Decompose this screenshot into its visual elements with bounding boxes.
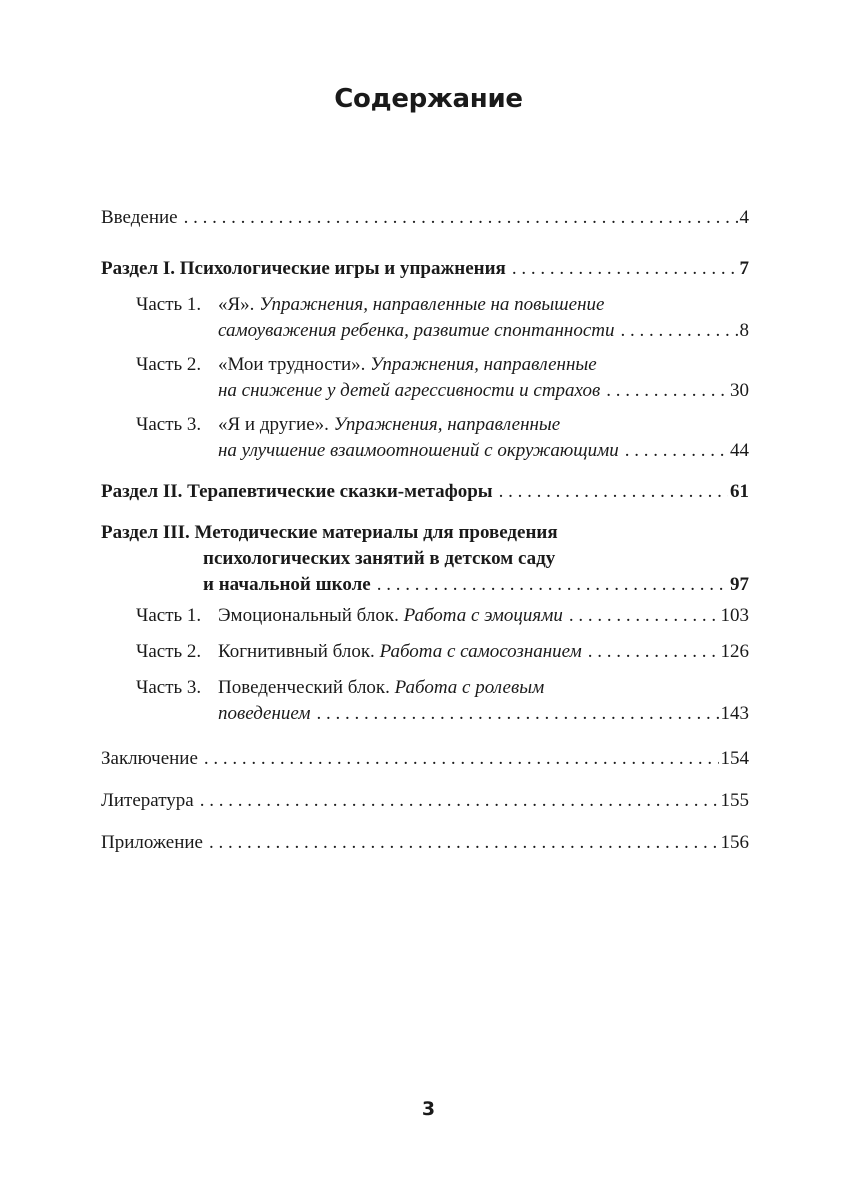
part-description: Упражнения, направленные на повышение	[259, 294, 605, 315]
toc-page-number: 97	[730, 574, 749, 595]
toc-entry-label: Заключение	[101, 748, 198, 769]
dot-leader	[209, 830, 719, 856]
part-description-cont: на снижение у детей агрессивности и страхов	[218, 380, 601, 401]
toc-entry-section-3-part-3[interactable]	[136, 675, 749, 727]
toc-entry-section-1[interactable]	[101, 256, 749, 282]
part-number: Часть 2.	[136, 641, 202, 662]
part-description-cont: поведением	[218, 703, 311, 724]
toc-entry-label: Раздел III. Методические материалы для проведения	[101, 522, 558, 543]
toc-entry-section-3-part-1[interactable]	[136, 603, 749, 629]
toc-page-number: 8	[739, 320, 749, 341]
toc-page-number: 156	[720, 832, 749, 853]
dot-leader	[625, 438, 728, 464]
toc-entry-label: Раздел II. Терапевтические сказки-метафоры	[101, 481, 493, 502]
part-description: Работа с ролевым	[394, 677, 545, 698]
toc-page-number: 103	[720, 605, 749, 626]
toc-entry-section-3-part-2[interactable]	[136, 639, 749, 665]
toc-entry-label-cont: и начальной школе	[203, 574, 371, 595]
toc-entry-section-1-part-2[interactable]	[136, 352, 749, 404]
toc-page-number: 143	[720, 703, 749, 724]
part-lead: «Мои трудности».	[218, 354, 366, 375]
toc-entry-literature[interactable]	[101, 788, 749, 814]
dot-leader	[606, 378, 728, 404]
toc-entry-label: Приложение	[101, 832, 203, 853]
dot-leader	[569, 603, 719, 629]
toc-entry-section-1-part-1[interactable]	[136, 292, 749, 344]
part-lead: «Я и другие».	[218, 414, 329, 435]
toc-entry-conclusion[interactable]	[101, 746, 749, 772]
toc-page-number: 4	[739, 207, 749, 228]
toc-page-number: 126	[720, 641, 749, 662]
dot-leader	[512, 256, 738, 282]
part-description: Упражнения, направленные	[333, 414, 561, 435]
page-title: Содержание	[334, 84, 523, 114]
part-number: Часть 2.	[136, 354, 202, 375]
part-number: Часть 1.	[136, 605, 202, 626]
dot-leader	[499, 479, 728, 505]
part-lead: Поведенческий блок.	[218, 677, 390, 698]
dot-leader	[317, 701, 719, 727]
toc-page-number: 44	[730, 440, 749, 461]
part-description: Упражнения, направленные	[370, 354, 597, 375]
dot-leader	[200, 788, 719, 814]
toc-entry-appendix[interactable]	[101, 830, 749, 856]
part-description-cont: на улучшение взаимоотношений с окружающими	[218, 440, 619, 461]
part-description: Работа с эмоциями	[403, 605, 563, 626]
dot-leader	[588, 639, 719, 665]
toc-entry-label: Раздел I. Психологические игры и упражнения	[101, 258, 506, 279]
dot-leader	[204, 746, 719, 772]
toc-entry-section-3[interactable]	[101, 520, 749, 598]
dot-leader	[621, 318, 738, 344]
part-description-cont: самоуважения ребенка, развитие спонтанности	[218, 320, 615, 341]
toc-entry-intro[interactable]	[101, 205, 749, 231]
toc-entry-label: Введение	[101, 207, 178, 228]
dot-leader	[377, 572, 728, 598]
toc-entry-section-2[interactable]	[101, 479, 749, 505]
page-number: 3	[421, 1098, 436, 1120]
toc-entry-label: Литература	[101, 790, 194, 811]
toc-page-number: 30	[730, 380, 749, 401]
part-number: Часть 1.	[136, 294, 202, 315]
toc-entry-label-cont: психологических занятий в детском саду	[203, 548, 556, 569]
part-number: Часть 3.	[136, 414, 202, 435]
part-lead: Эмоциональный блок.	[218, 605, 399, 626]
part-description: Работа с самосознанием	[379, 641, 582, 662]
dot-leader	[184, 205, 738, 231]
toc-entry-section-1-part-3[interactable]	[136, 412, 749, 464]
toc-page-number: 154	[720, 748, 749, 769]
toc-page-number: 61	[730, 481, 749, 502]
part-lead: Когнитивный блок.	[218, 641, 375, 662]
part-number: Часть 3.	[136, 677, 202, 698]
part-lead: «Я».	[218, 294, 255, 315]
toc-page-number: 7	[739, 258, 749, 279]
toc-page-number: 155	[720, 790, 749, 811]
